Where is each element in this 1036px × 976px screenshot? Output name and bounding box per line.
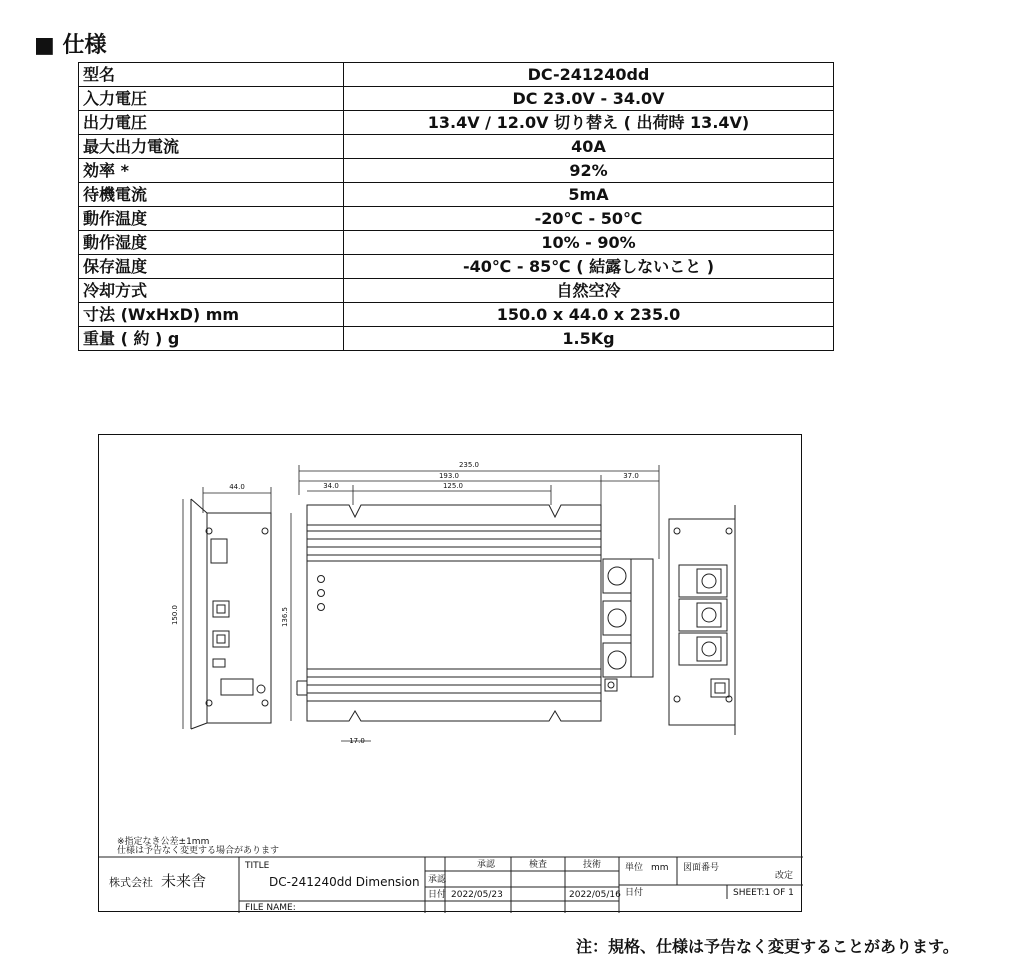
date-label: 日付 <box>625 888 644 898</box>
section-title: ■ 仕様 <box>34 33 107 58</box>
spec-value: 13.4V / 12.0V 切り替え ( 出荷時 13.4V) <box>344 111 834 135</box>
dim-length-193: 193.0 <box>438 472 460 480</box>
spec-label: 待機電流 <box>79 183 344 207</box>
spec-value: 5mA <box>344 183 834 207</box>
spec-label: 動作湿度 <box>79 231 344 255</box>
company-prefix: 株式会社 <box>109 876 153 889</box>
spec-value: 1.5Kg <box>344 327 834 351</box>
dim-offset-37: 37.0 <box>623 472 639 480</box>
dim-depth: 44.0 <box>229 483 245 491</box>
spec-value: 40A <box>344 135 834 159</box>
approve-date: 2022/05/23 <box>451 890 503 900</box>
spec-label: 重量 ( 約 ) g <box>79 327 344 351</box>
spec-label: 最大出力電流 <box>79 135 344 159</box>
spec-label: 入力電圧 <box>79 87 344 111</box>
spec-value: -40℃ - 85℃ ( 結露しないこと ) <box>344 255 834 279</box>
table-row <box>79 303 834 327</box>
footnote: 注：規格、仕様は予告なく変更することがあります。 <box>576 937 959 956</box>
spec-table <box>78 62 834 351</box>
dim-foot: 17.0 <box>349 737 365 745</box>
tolerance-note: ※指定なき公差±1mm <box>117 837 210 847</box>
side-view-right <box>669 505 735 735</box>
spec-label: 保存温度 <box>79 255 344 279</box>
row-approve-label: 承認 <box>428 875 447 885</box>
table-row <box>79 255 834 279</box>
tech-date: 2022/05/16 <box>569 890 621 900</box>
table-row <box>79 183 834 207</box>
dimension-lines <box>183 465 659 741</box>
drawing-title: DC-241240dd Dimension <box>269 875 420 889</box>
dim-height-150: 150.0 <box>171 604 179 626</box>
approve-col-label: 承認 <box>477 860 496 870</box>
table-row <box>79 87 834 111</box>
file-name-label: FILE NAME: <box>245 903 296 913</box>
table-row <box>79 279 834 303</box>
unit-label: 単位 <box>625 863 644 873</box>
table-row <box>79 231 834 255</box>
spec-label: 型名 <box>79 63 344 87</box>
spec-label: 出力電圧 <box>79 111 344 135</box>
revision-label: 改定 <box>775 871 794 881</box>
table-row <box>79 111 834 135</box>
title-label: TITLE <box>245 861 270 871</box>
check-col-label: 検査 <box>529 860 548 870</box>
top-view-main <box>297 505 653 721</box>
side-view-left <box>191 499 271 729</box>
dim-height-136: 136.5 <box>281 606 289 628</box>
table-row <box>79 207 834 231</box>
unit-value: mm <box>651 863 669 873</box>
table-row <box>79 63 834 87</box>
spec-label: 動作温度 <box>79 207 344 231</box>
spec-value: 10% - 90% <box>344 231 834 255</box>
spec-label: 寸法 (WxHxD) mm <box>79 303 344 327</box>
change-note: 仕様は予告なく変更する場合があります <box>117 846 280 856</box>
spec-value: 自然空冷 <box>344 279 834 303</box>
table-row <box>79 159 834 183</box>
dimension-drawing <box>98 434 802 912</box>
spec-label: 効率 * <box>79 159 344 183</box>
dim-width-total: 235.0 <box>458 461 480 469</box>
company-name: 未来舎 <box>161 872 207 890</box>
spec-value: DC-241240dd <box>344 63 834 87</box>
dim-length-125: 125.0 <box>442 482 464 490</box>
spec-value: DC 23.0V - 34.0V <box>344 87 834 111</box>
row-date-label: 日付 <box>428 890 447 900</box>
table-row <box>79 135 834 159</box>
sheet-label: SHEET:1 OF 1 <box>733 888 794 898</box>
table-row <box>79 327 834 351</box>
spec-value: 92% <box>344 159 834 183</box>
spec-label: 冷却方式 <box>79 279 344 303</box>
spec-value: -20℃ - 50℃ <box>344 207 834 231</box>
tech-col-label: 技術 <box>583 860 602 870</box>
drawing-no-label: 図面番号 <box>683 863 720 873</box>
dim-offset-34: 34.0 <box>323 482 339 490</box>
spec-value: 150.0 x 44.0 x 235.0 <box>344 303 834 327</box>
